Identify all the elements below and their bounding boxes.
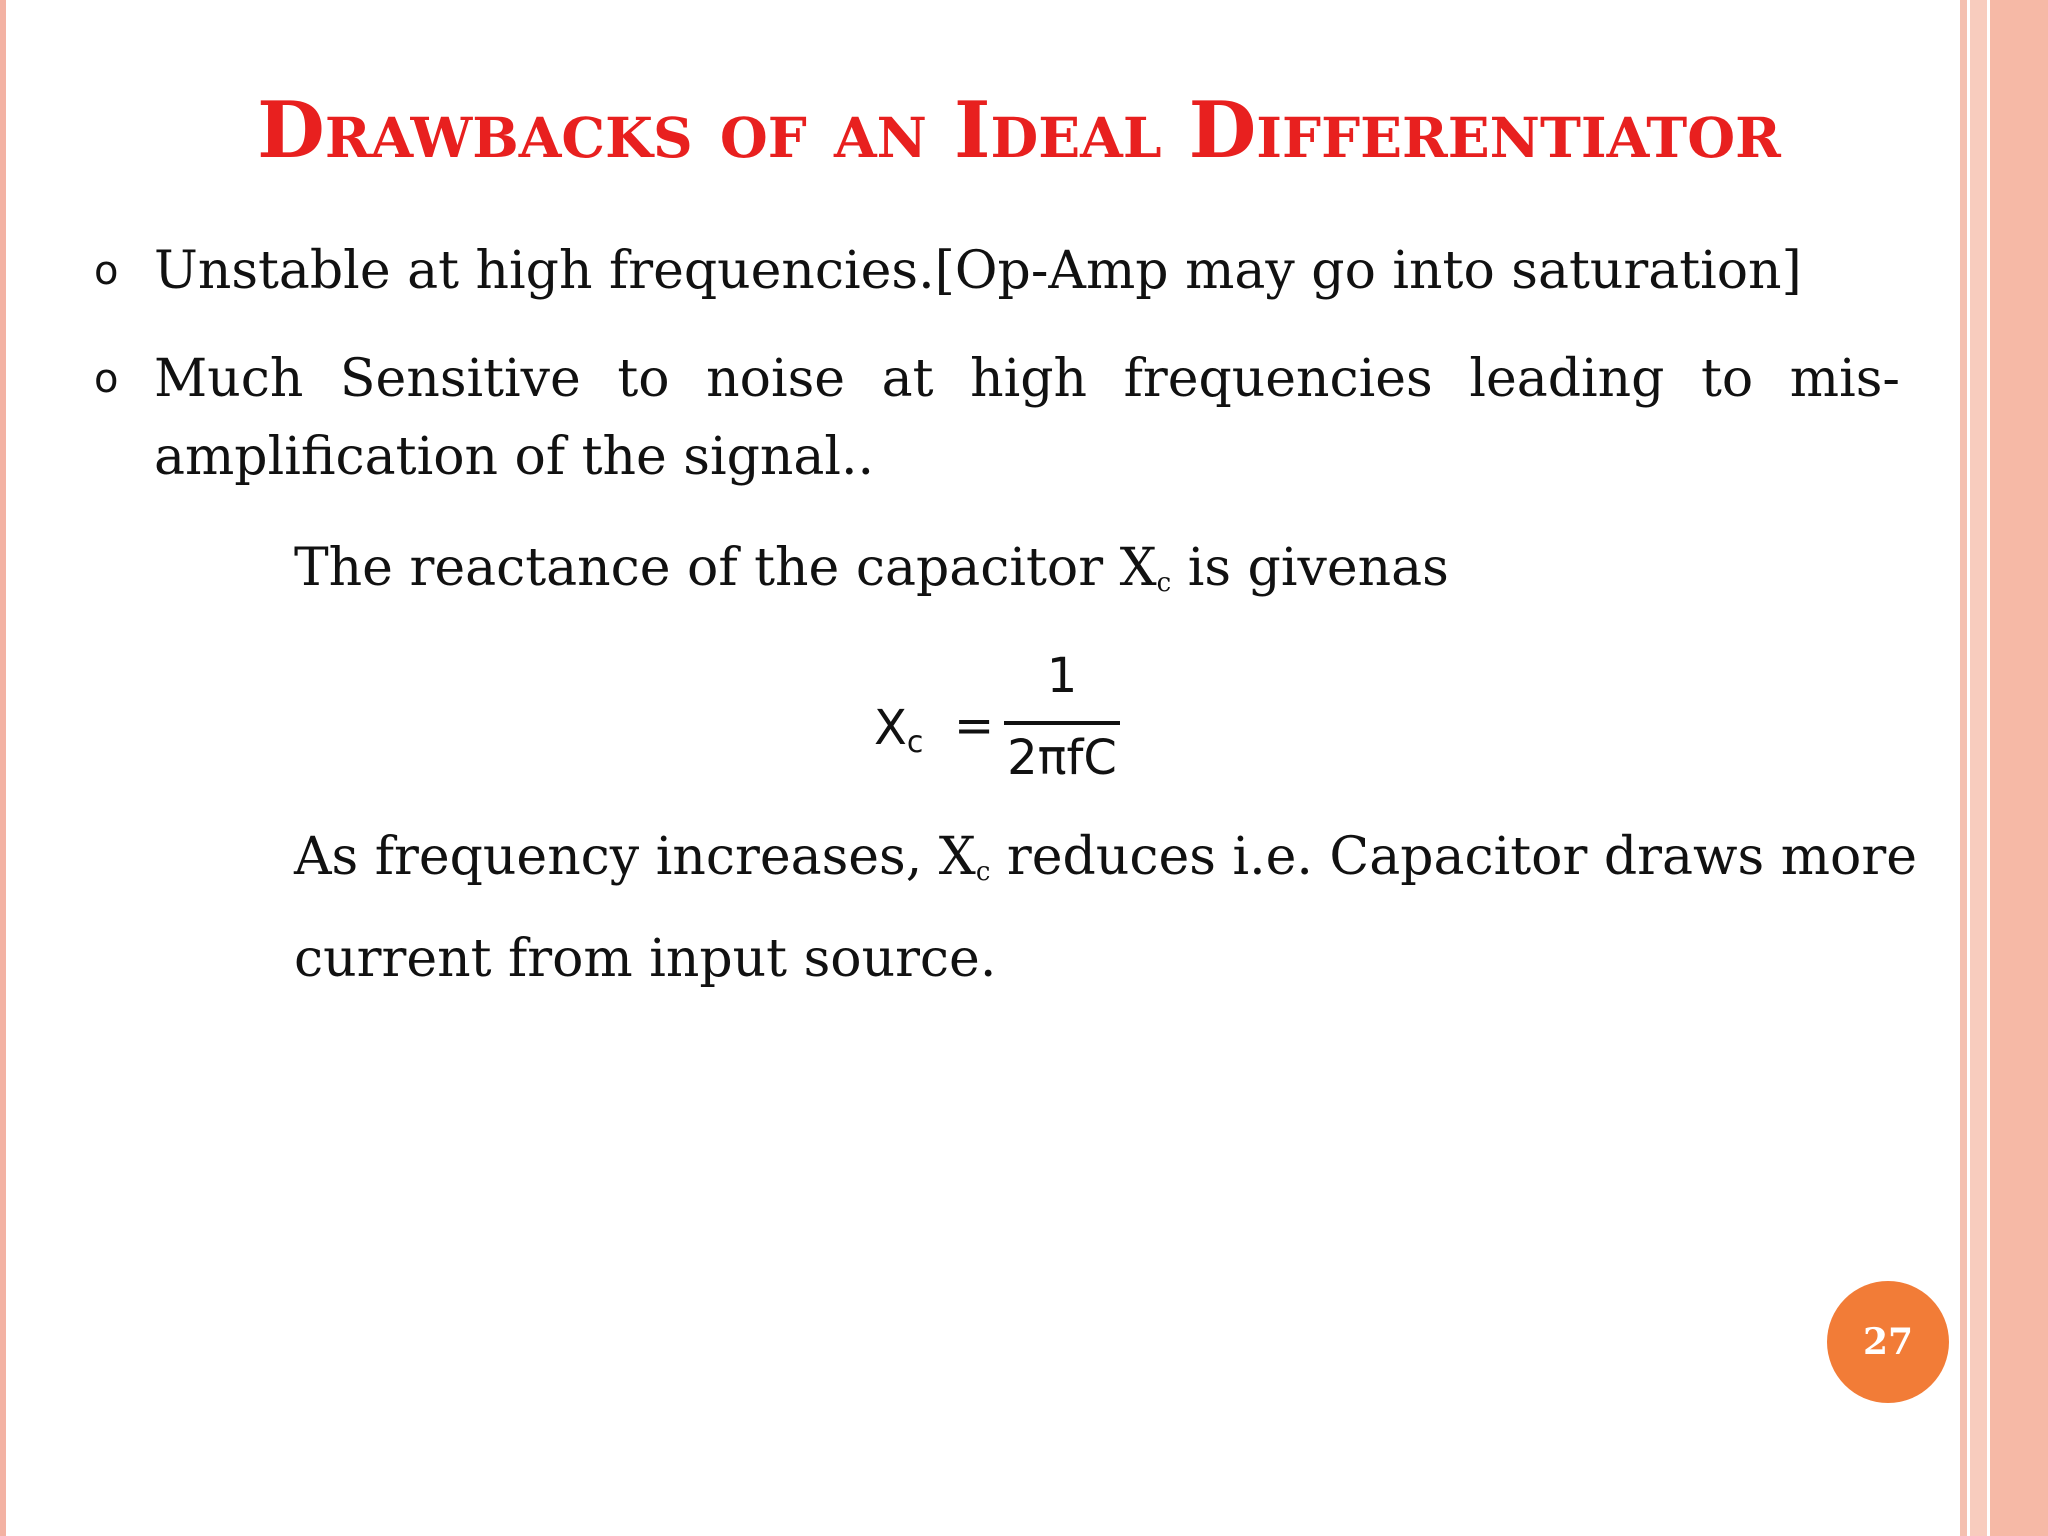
right-decor-stripe bbox=[1960, 0, 1967, 1536]
reactance-subscript: c bbox=[1156, 568, 1172, 598]
right-decor-stripe bbox=[1970, 0, 1987, 1536]
formula-numerator: 1 bbox=[1046, 648, 1078, 704]
left-border bbox=[0, 0, 6, 1536]
frequency-text-end: reduces i.e. Capacitor draws more bbox=[990, 827, 1917, 887]
bullet-item bbox=[90, 232, 1900, 310]
formula-equals: = bbox=[954, 698, 995, 754]
slide-title: Drawbacks of an Ideal Differentiator bbox=[257, 85, 1781, 176]
bullet-item bbox=[90, 340, 1900, 496]
reactance-text-end: is givenas bbox=[1171, 538, 1449, 598]
reactance-sentence bbox=[294, 533, 1449, 618]
formula-denominator: 2πfC bbox=[1007, 730, 1117, 786]
formula-fraction-bar bbox=[1004, 721, 1120, 725]
reactance-text: The reactance of the capacitor X bbox=[294, 538, 1157, 598]
right-decor-band bbox=[1990, 0, 2048, 1536]
formula-lhs-symbol: X bbox=[874, 700, 907, 756]
bullet-list bbox=[90, 232, 1900, 526]
frequency-sentence-continued: current from input source. bbox=[294, 929, 997, 989]
frequency-subscript: c bbox=[975, 857, 991, 887]
bullet-marker-icon: o bbox=[94, 356, 119, 402]
page-number-badge: 27 bbox=[1827, 1281, 1949, 1403]
formula-lhs-subscript: c bbox=[906, 725, 924, 760]
bullet-text: Unstable at high frequencies.[Op-Amp may go into saturation] bbox=[154, 241, 1802, 301]
frequency-sentence bbox=[294, 822, 1917, 907]
bullet-text: Much Sensitive to noise at high frequencies leading to mis-amplification of the signal.. bbox=[154, 349, 1900, 487]
formula-lhs bbox=[874, 700, 923, 760]
frequency-text: As frequency increases, X bbox=[294, 827, 976, 887]
bullet-marker-icon: o bbox=[94, 248, 119, 294]
